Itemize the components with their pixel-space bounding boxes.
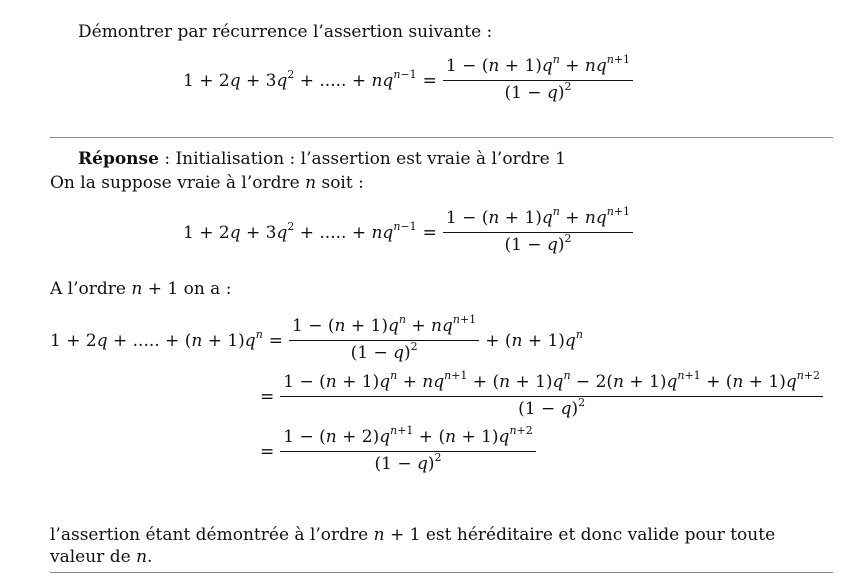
answer-init-text: : Initialisation : l’assertion est vraie à l’ordre 1 <box>158 149 566 169</box>
answer-hypothesis <box>50 172 364 194</box>
conclusion2-prefix: valeur de <box>50 547 137 567</box>
derivation-line-3: = $\frac{1 - (n + 2)q^{n+1} + (n + 1)q^{n+2}}{(1 - q)^2}$ <box>260 427 536 476</box>
derivation-line-1: 1 + 2q + ..... + $(n + 1)q^n$ = $\frac{1 - (n + 1)q^n + nq^{n+1}}{(1 - q)^2}$ + $(n + 1)q^n$ <box>50 313 583 363</box>
conclusion-var: n <box>373 525 385 545</box>
derivation-line-2-fraction: $1 - (n + 1)q^n + nq^{n+1} + (n + 1)q^n - 2(n + 1)q^{n+1} + (n + 1)q^{n+2}$ $(1 - q)^2$ <box>280 372 823 421</box>
conclusion2-suffix: . <box>147 547 153 567</box>
answer-init <box>78 148 566 170</box>
statement-intro-text: Démontrer par récurrence l’assertion suivante : <box>78 22 493 42</box>
step-prefix: A l’ordre <box>50 279 132 299</box>
formula-hypothesis: $1 + 2q + 3q^2$ + ..... + $nq^{n-1}$ = $\frac{1 - (n + 1)q^n + nq^{n+1}}{(1 - q)^2}$ <box>183 208 633 257</box>
conclusion2-var: n <box>136 547 148 567</box>
answer-step <box>50 278 231 300</box>
separator-bottom <box>50 572 833 573</box>
conclusion-line-2 <box>50 546 152 568</box>
conclusion-suffix: + 1 est héréditaire et donc valide pour toute <box>384 525 776 545</box>
separator-top <box>50 137 833 138</box>
conclusion-prefix: l’assertion étant démontrée à l’ordre <box>50 525 374 545</box>
hyp-suffix: soit : <box>316 173 364 193</box>
formula-main-fraction: $\frac{1 - (n + 1)q^n + nq^{n+1}}{(1 - q)^2}$ <box>443 56 633 105</box>
derivation-line-1-fraction: $\frac{1 - (n + 1)q^n + nq^{n+1}}{(1 - q)^2}$ <box>289 316 479 365</box>
statement-intro <box>78 21 492 43</box>
step-var: n <box>131 279 143 299</box>
hyp-var: n <box>305 173 317 193</box>
conclusion-line-1 <box>50 524 775 546</box>
formula-hypothesis-fraction: $\frac{1 - (n + 1)q^n + nq^{n+1}}{(1 - q)^2}$ <box>443 208 633 257</box>
answer-label: Réponse <box>78 149 159 169</box>
derivation-line-3-fraction: $\frac{1 - (n + 2)q^{n+1} + (n + 1)q^{n+2}}{(1 - q)^2}$ <box>280 427 536 476</box>
derivation-line-2: = $1 - (n + 1)q^n + nq^{n+1} + (n + 1)q^n - 2(n + 1)q^{n+1} + (n + 1)q^{n+2}$ $(1 - q)^2$ <box>260 372 823 421</box>
hyp-prefix: On la suppose vraie à l’ordre <box>50 173 306 193</box>
formula-main: $1 + 2q + 3q^2$ + ..... + $nq^{n-1}$ = $\frac{1 - (n + 1)q^n + nq^{n+1}}{(1 - q)^2}$ <box>183 56 633 105</box>
step-suffix: + 1 on a : <box>142 279 232 299</box>
